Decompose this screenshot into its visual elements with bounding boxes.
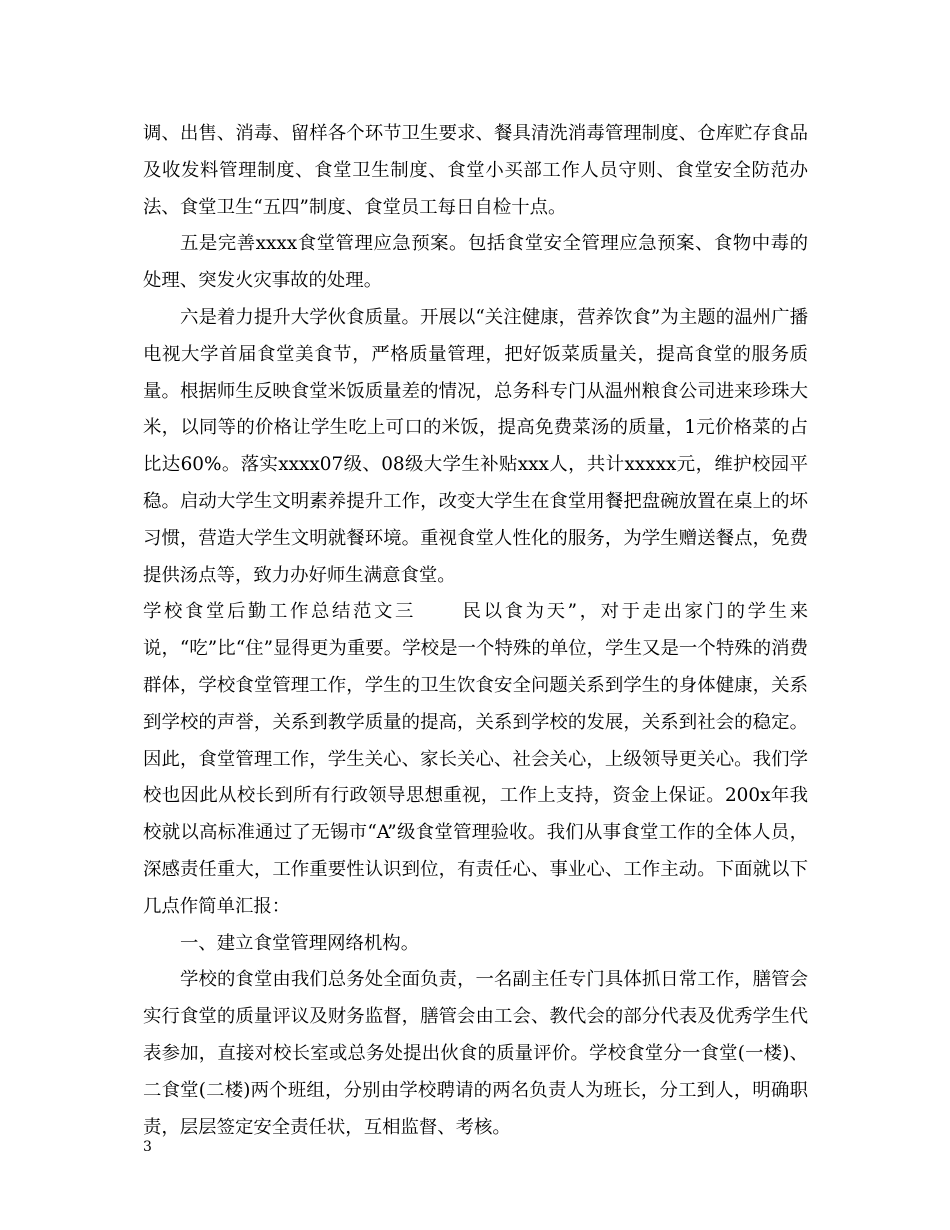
section-heading: 学校食堂后勤工作总结范文三: [143, 601, 416, 623]
paragraph-p6: 学校的食堂由我们总务处全面负责，一名副主任专门具体抓日常工作，膳管会实行食堂的质量评议及财务监督，膳管会由工会、教代会的部分代表及优秀学生代表参加，直接对校长室或总务处提出伙食的质量评价。学校食堂分一食堂(一楼)、二食堂(二楼)两个班组，分别由学校聘请的两名负责人为班长，分工到人，明确职责，层层签定安全责任状，互相监督、考核。: [143, 969, 808, 1138]
paragraph-p3: 六是着力提升大学伙食质量。开展以“关注健康，营养饮食”为主题的温州广播电视大学首届食堂美食节，严格质量管理，把好饭菜质量关，提高食堂的服务质量。根据师生反映食堂米饭质量差的情况，总务科专门从温州粮食公司进来珍珠大米，以同等的价格让学生吃上可口的米饭，提高免费菜汤的质量，1元价格菜的占比达60%。落实xxxx07级、08级大学生补贴xxx人，共计xxxxx元，维护校园平稳。启动大学生文明素养提升工作，改变大学生在食堂用餐把盘碗放置在桌上的坏习惯，营造大学生文明就餐环境。重视食堂人性化的服务，为学生赠送餐点，免费提供汤点等，致力办好师生满意食堂。: [143, 306, 808, 586]
paragraph-p5: 一、建立食堂管理网络机构。: [180, 932, 420, 954]
page-number: 3: [143, 1139, 152, 1155]
paragraph-p4: [143, 594, 808, 925]
paragraph-p4-text: 民以食为天”，对于走出家门的学生来说，“吃”比“住”显得更为重要。学校是一个特殊的单位，学生又是一个特殊的消费群体，学校食堂管理工作，学生的卫生饮食安全问题关系到学生的身体健康，关系到学校的声誉，关系到教学质量的提高，关系到学校的发展，关系到社会的稳定。因此，食堂管理工作，学生关心、家长关心、社会关心，上级领导更关心。我们学校也因此从校长到所有行政领导思想重视，工作上支持，资金上保证。200x年我校就以高标准通过了无锡市“A”级食堂管理验收。我们从事食堂工作的全体人员，深感责任重大，工作重要性认识到位，有责任心、事业心、工作主动。下面就以下几点作简单汇报：: [143, 601, 808, 917]
document-body: [143, 116, 808, 1146]
paragraph-p1: 调、出售、消毒、留样各个环节卫生要求、餐具清洗消毒管理制度、仓库贮存食品及收发料管理制度、食堂卫生制度、食堂小买部工作人员守则、食堂安全防范办法、食堂卫生“五四”制度、食堂员工每日自检十点。: [143, 123, 808, 218]
paragraph-p2: 五是完善xxxx食堂管理应急预案。包括食堂安全管理应急预案、食物中毒的处理、突发火灾事故的处理。: [143, 233, 808, 292]
